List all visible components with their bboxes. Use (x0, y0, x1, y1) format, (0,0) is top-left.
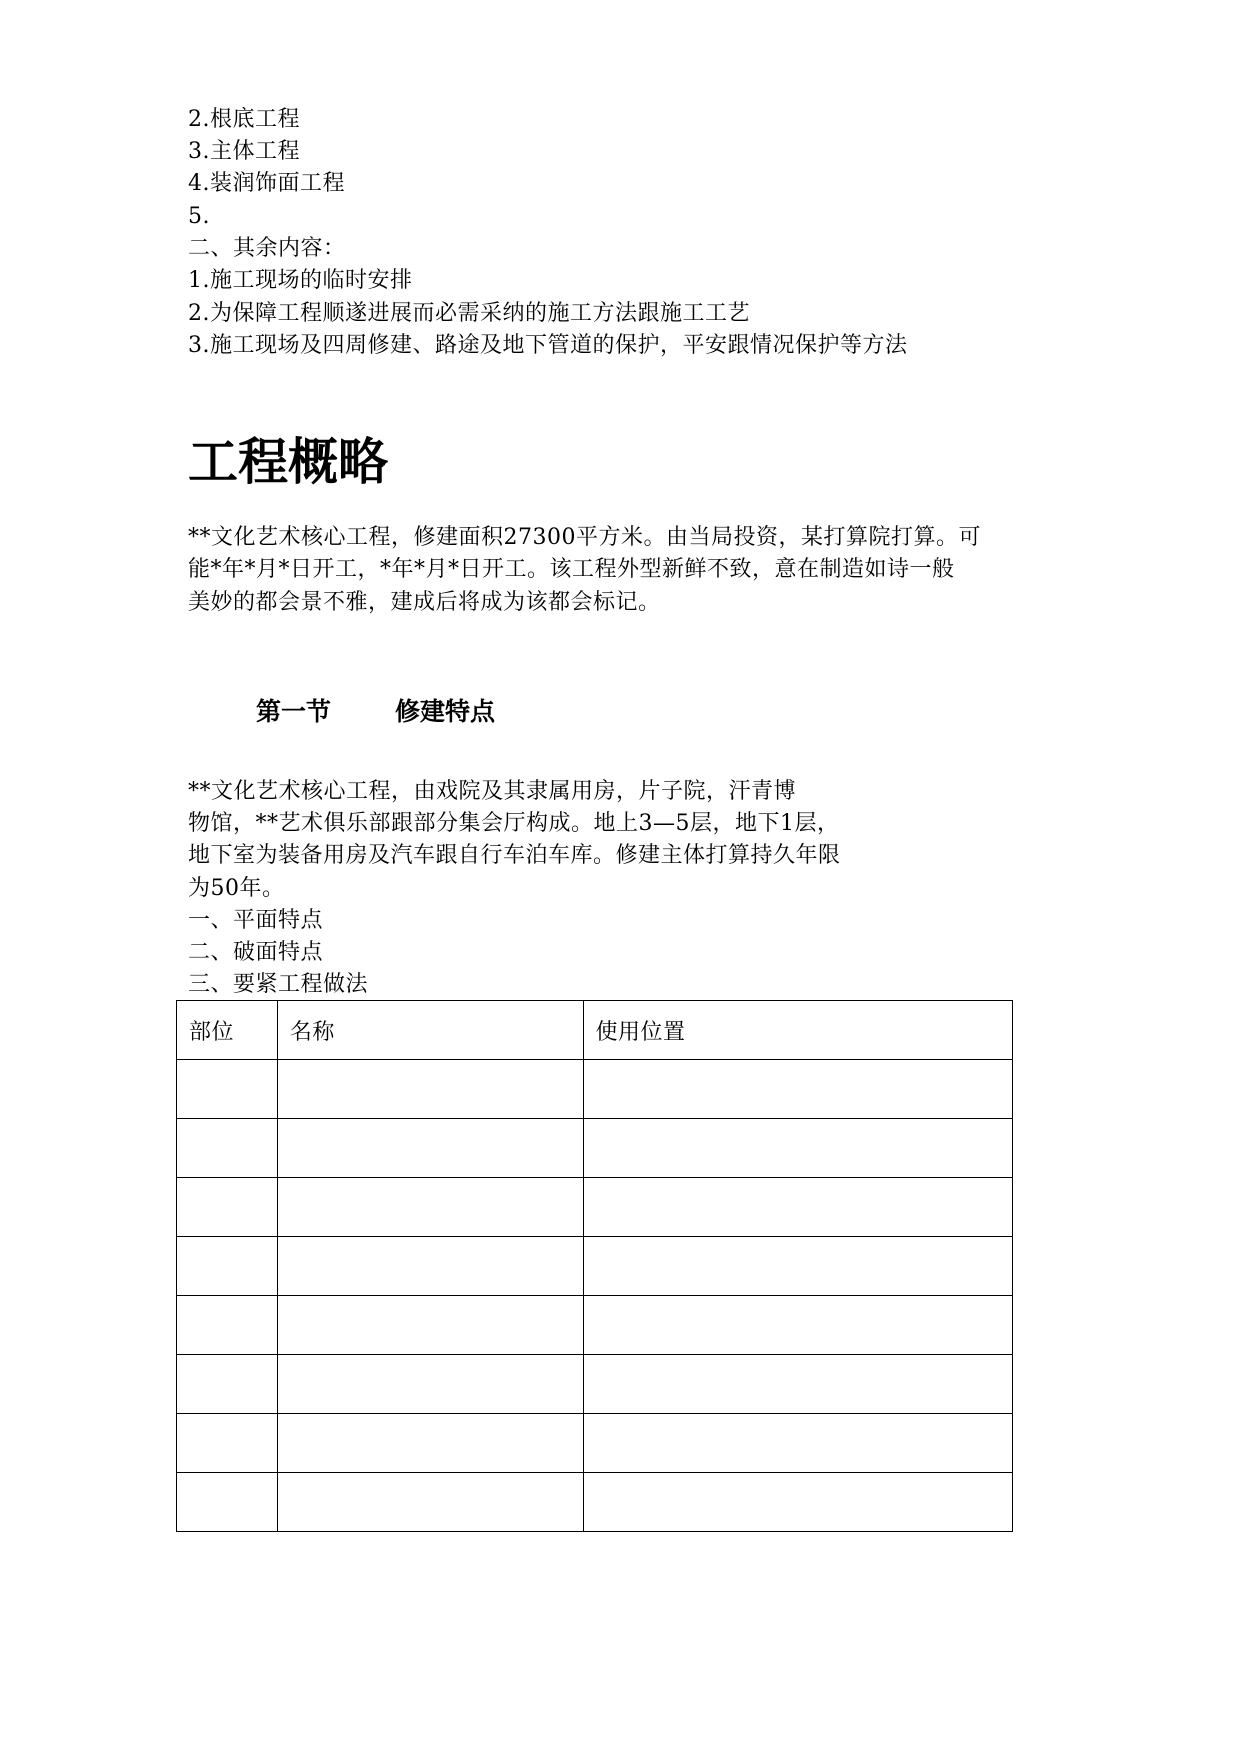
section-number: 第一节 (256, 697, 332, 726)
table-cell (277, 1355, 583, 1414)
paragraph-line: 地下室为装备用房及汽车跟自行车泊车库。修建主体打算持久年限 (188, 843, 841, 868)
table-cell (277, 1178, 583, 1237)
table-row (177, 1060, 1013, 1119)
table-cell (177, 1119, 278, 1178)
list-item: 二、破面特点 (188, 940, 324, 965)
table-row (177, 1296, 1013, 1355)
outline-item: 4.装润饰面工程 (188, 171, 345, 196)
table-row (177, 1355, 1013, 1414)
table-cell (583, 1060, 1012, 1119)
table-row (177, 1237, 1013, 1296)
table-cell (277, 1119, 583, 1178)
table-cell (177, 1060, 278, 1119)
paragraph-line: 物馆，**艺术俱乐部跟部分集会厅构成。地上3—5层，地下1层， (188, 811, 840, 836)
table-cell (277, 1060, 583, 1119)
header-cell-name: 名称 (277, 1001, 583, 1060)
table-cell (277, 1473, 583, 1532)
table-cell (583, 1178, 1012, 1237)
paragraph-line: 美妙的都会景不雅，建成后将成为该都会标记。 (188, 590, 661, 615)
list-item: 三、要紧工程做法 (188, 972, 369, 997)
table-cell (277, 1414, 583, 1473)
header-cell-location: 部位 (177, 1001, 278, 1060)
header-cell-usage-position: 使用位置 (583, 1001, 1012, 1060)
paragraph-line: 能*年*月*日开工，*年*月*日开工。该工程外型新鲜不致，意在制造如诗一般 (188, 557, 955, 582)
table-cell (177, 1296, 278, 1355)
table-row (177, 1178, 1013, 1237)
table-cell (583, 1414, 1012, 1473)
table-cell (177, 1237, 278, 1296)
table-row (177, 1119, 1013, 1178)
outline-item: 3.主体工程 (188, 139, 300, 164)
table-cell (583, 1296, 1012, 1355)
table-cell (177, 1473, 278, 1532)
table-cell (583, 1355, 1012, 1414)
paragraph-line: **文化艺术核心工程，修建面积27300平方米。由当局投资，某打算院打算。可 (188, 525, 981, 550)
outline-item: 3.施工现场及四周修建、路途及地下管道的保护，平安跟情况保护等方法 (188, 333, 908, 358)
outline-item: 1.施工现场的临时安排 (188, 268, 413, 293)
table-row (177, 1473, 1013, 1532)
paragraph-line: 为50年。 (188, 876, 285, 901)
section-title: 修建特点 (395, 697, 496, 726)
outline-item: 2.为保障工程顺遂进展而必需采纳的施工方法跟施工工艺 (188, 301, 750, 326)
table-cell (583, 1473, 1012, 1532)
table-cell (177, 1178, 278, 1237)
table-cell (277, 1296, 583, 1355)
table-cell (177, 1414, 278, 1473)
table-cell (277, 1237, 583, 1296)
table-header-row (177, 1001, 1013, 1060)
table-cell (177, 1355, 278, 1414)
table-row (177, 1414, 1013, 1473)
section-heading (256, 692, 495, 732)
list-item: 一、平面特点 (188, 908, 324, 933)
table-cell (583, 1237, 1012, 1296)
table-cell (583, 1119, 1012, 1178)
page-title: 工程概略 (188, 433, 388, 491)
works-table (176, 1000, 1013, 1532)
paragraph-line: **文化艺术核心工程，由戏院及其隶属用房，片子院，汗青博 (188, 779, 797, 804)
outline-item: 二、其余内容： (188, 236, 346, 261)
outline-item: 2.根底工程 (188, 107, 300, 132)
outline-item: 5. (188, 204, 210, 229)
